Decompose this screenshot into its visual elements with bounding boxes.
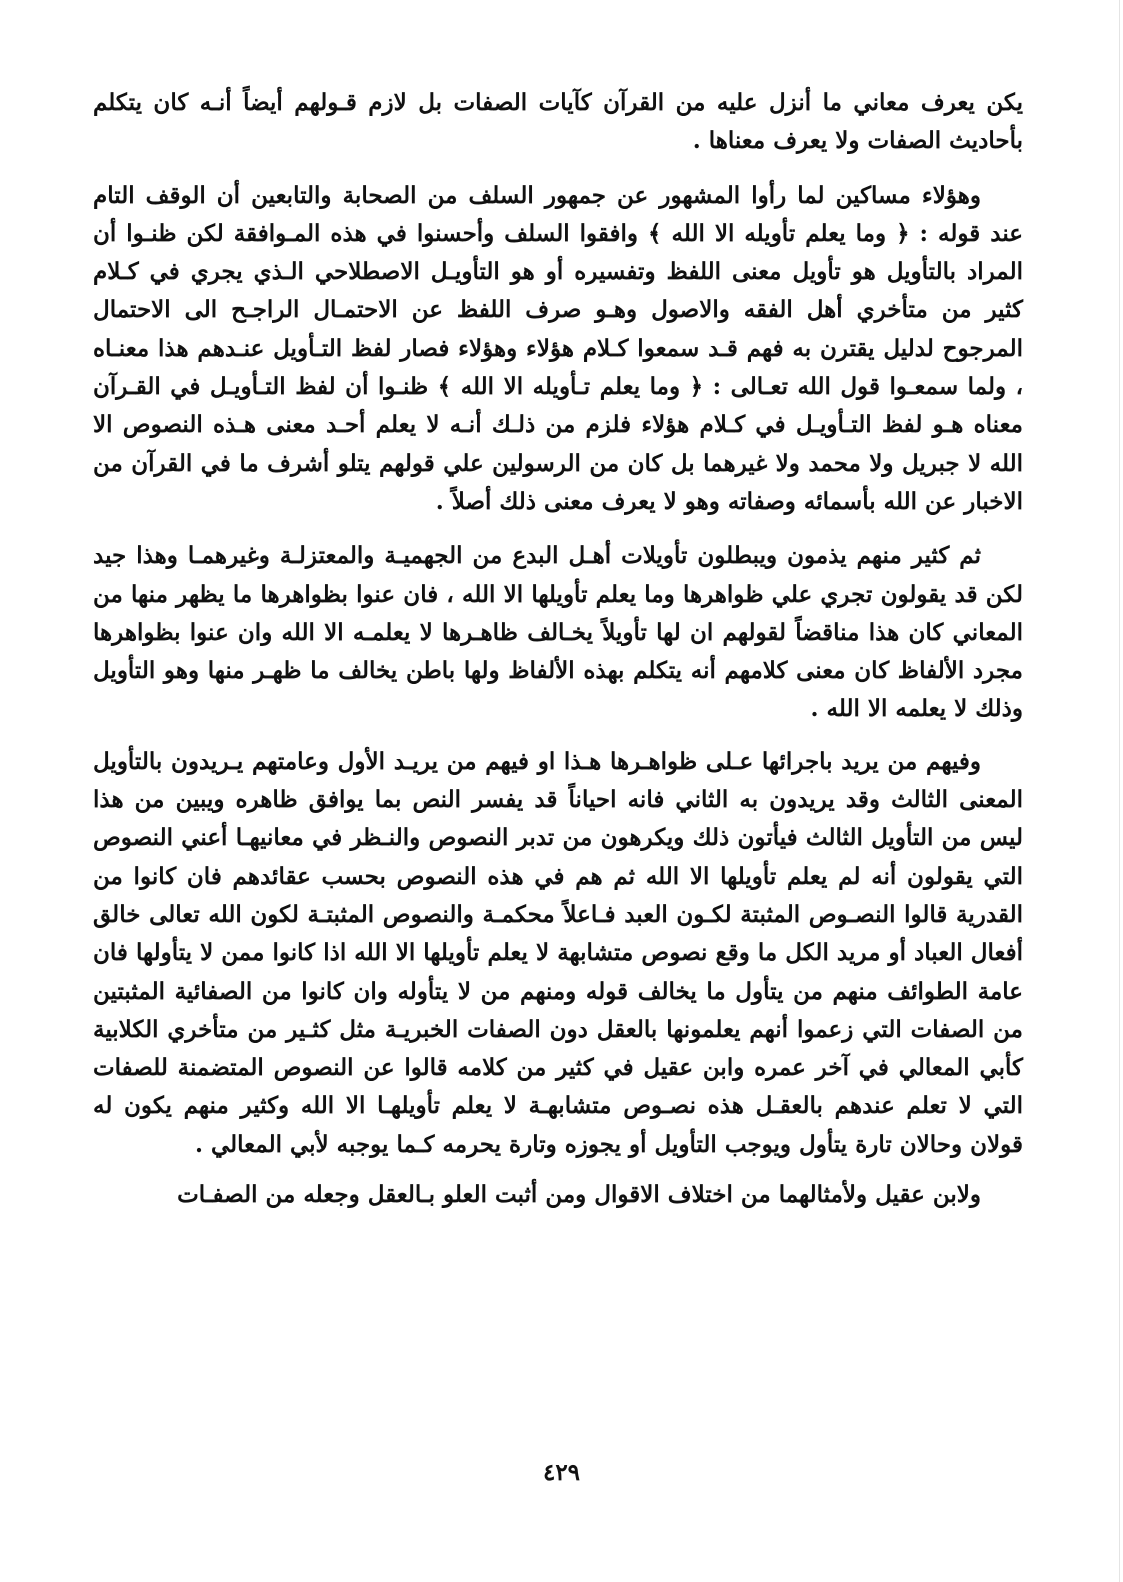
paragraph-3: ثم كثير منهم يذمون ويبطلون تأويلات أهـل البدع من الجهميـة والمعتزلـة وغيرهمـا وهذا جيد لكن قد يقولون تجري علي ظواهرها وما يعلم تأويلها الا الله ، فان عنوا بظواهرها ما يظهر منها من المعاني كان هذا مناقضاً لقولهم ان لها تأويلاً يخـالف ظاهـرها لا يعلمـه الا الله وان عنوا بظواهرها مجرد الألفاظ كان معنى كلامهم أنه يتكلم بهذه الألفاظ ولها باطن يخالف ما ظهـر منها وهو التأويل وذلك لا يعلمه الا الله .	[93, 542, 1023, 723]
page-body-text	[93, 84, 1023, 1214]
paragraph-1: يكن يعرف معاني ما أنزل عليه من القرآن كآيات الصفات بل لازم قـولهم أيضاً أنـه كان يتكلم بأحاديث الصفات ولا يعرف معناها .	[93, 89, 1023, 155]
page-number: ٤٢٩	[542, 1459, 581, 1486]
paragraph-5: ولابن عقيل ولأمثالهما من اختلاف الاقوال ومن أثبت العلو بـالعقل وجعله من الصفـات	[177, 1181, 981, 1209]
scan-edge-line	[1119, 0, 1120, 1582]
paragraph-4: وفيهم من يريد باجرائها عـلى ظواهـرها هـذا او فيهم من يريـد الأول وعامتهم يـريدون بالتأويل المعنى الثالث وقد يريدون به الثاني فانه احياناً قد يفسر النص بما يوافق ظاهره ويبين من هذا ليس من التأويل الثالث فيأتون ذلك ويكرهون من تدبر النصوص والنـظر في معانيهـا أعني النصوص التي يقولون أنه لم يعلم تأويلها الا الله ثم هم في هذه النصوص بحسب عقائدهم فان كانوا من القدرية قالوا النصـوص المثبتة لكـون العبد فـاعلاً محكمـة والنصوص المثبتـة لكون الله تعالى خالق أفعال العباد أو مريد الكل ما وقع نصوص متشابهة لا يعلم تأويلها الا الله اذا كانوا ممن لا يتأولها فان عامة الطوائف منهم من يتأول ما يخالف قوله ومنهم من لا يتأوله وان كانوا من الصفائية المثبتين من الصفات التي زعموا أنهم يعلمونها بالعقل دون الصفات الخبريـة مثل كثـير من متأخري الكلابية كأبي المعالي في آخر عمره وابن عقيل في كثير من كلامه قالوا عن النصوص المتضمنة للصفات التي لا تعلم عندهم بالعقـل هذه نصـوص متشابهـة لا يعلم تأويلهـا الا الله وكثير منهم يكون له قولان وحالان تارة يتأول ويوجب التأويل أو يجوزه وتارة يحرمه كـما يوجبه لأبي المعالي .	[93, 747, 1023, 1158]
paragraph-2: وهؤلاء مساكين لما رأوا المشهور عن جمهور السلف من الصحابة والتابعين أن الوقف التام عند قوله : ﴿ وما يعلم تأويله الا الله ﴾ وافقوا السلف وأحسنوا في هذه المـوافقة لكن ظنـوا أن المراد بالتأويل هو تأويل معنى اللفظ وتفسيره أو هو التأويـل الاصطلاحي الـذي يجري في كـلام كثير من متأخري أهل الفقه والاصول وهـو صرف اللفظ عن الاحتمـال الراجـح الى الاحتمال المرجوح لدليل يقترن به فهم قـد سمعوا كـلام هؤلاء وهؤلاء فصار لفظ التـأويل عنـدهم هذا معنـاه ، ولما سمعـوا قول الله تعـالى : ﴿ وما يعلم تـأويله الا الله ﴾ ظنـوا أن لفظ التـأويـل في القـرآن معناه هـو لفظ التـأويـل في كـلام هؤلاء فلزم من ذلـك أنـه لا يعلم أحـد معنى هـذه النصوص الا الله لا جبريل ولا محمد ولا غيرهما بل كان من الرسولين علي قولهم يتلو أشرف ما في القرآن من الاخبار عن الله بأسمائه وصفاته وهو لا يعرف معنى ذلك أصلاً .	[93, 181, 1023, 515]
